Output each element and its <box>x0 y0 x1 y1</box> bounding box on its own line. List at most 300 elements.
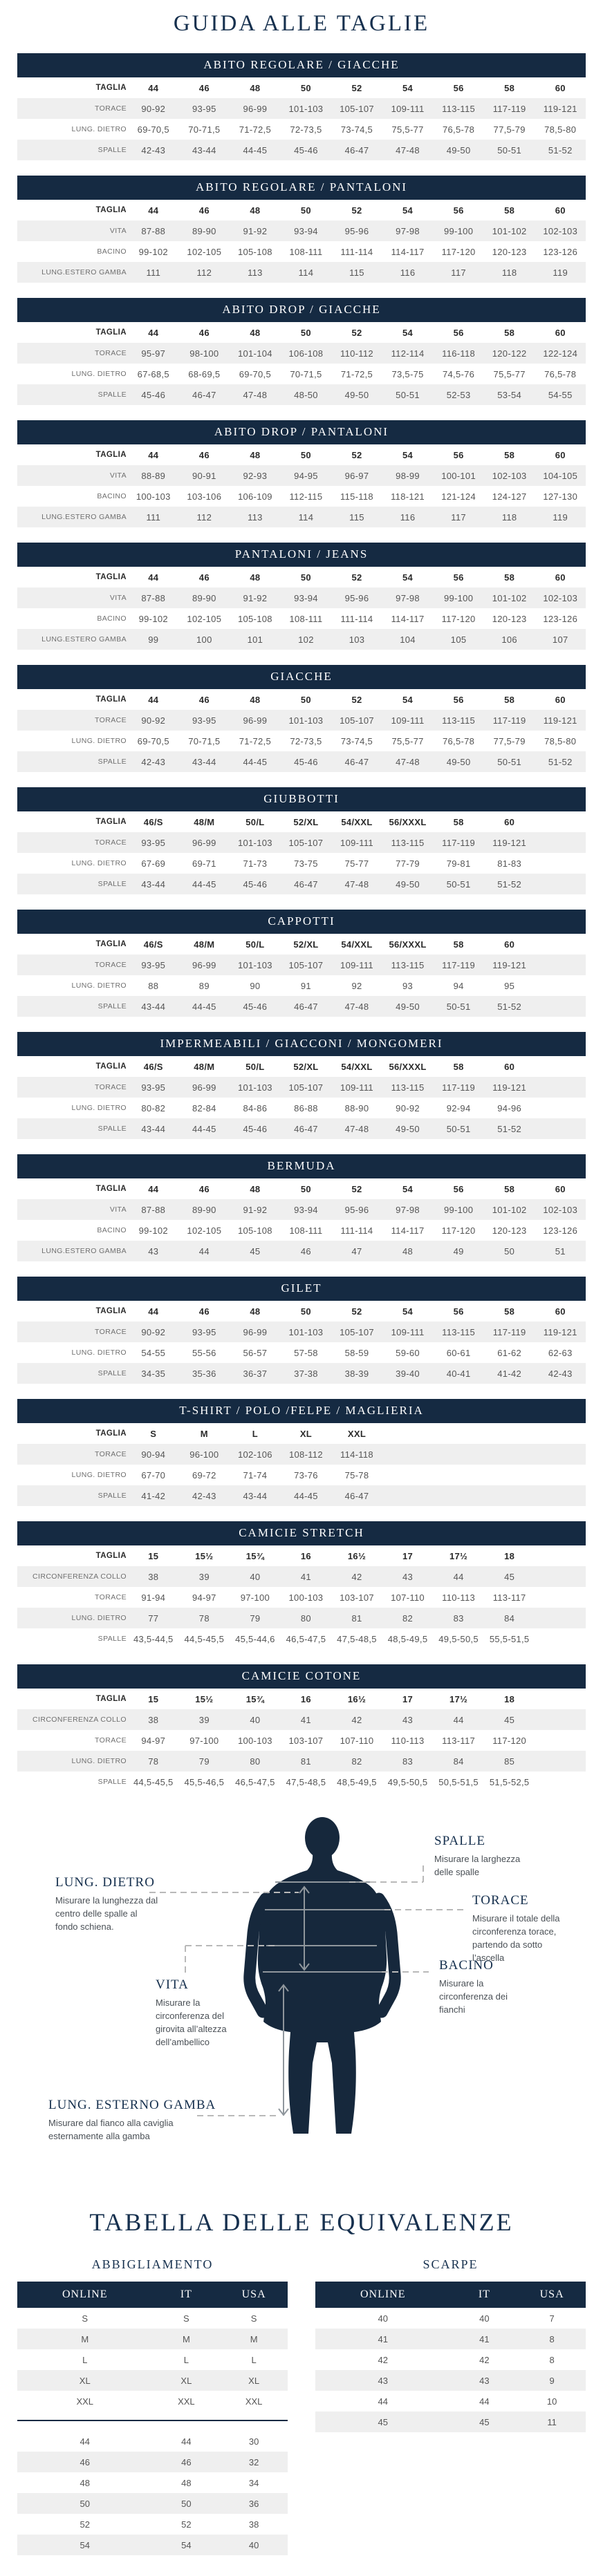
table-row <box>17 2472 288 2493</box>
table-cell: 94-95 <box>294 470 318 481</box>
table-cell: 50 <box>300 694 311 705</box>
table-cell: 15½ <box>195 1693 214 1704</box>
table-cell: 87-88 <box>141 1204 166 1215</box>
table-cell: 44-45 <box>192 878 216 890</box>
table-cell: 75-77 <box>344 858 369 869</box>
table-cell: S <box>250 2313 257 2324</box>
table-cell: 75,5-77 <box>391 124 424 135</box>
table-cell: 59-60 <box>396 1347 420 1358</box>
table-cell: 113-115 <box>391 837 425 848</box>
table-cell: 102-103 <box>492 470 527 481</box>
table-cell: 54 <box>402 327 414 338</box>
table-cell: 54 <box>402 449 414 460</box>
table-cell: 113-117 <box>492 1592 526 1603</box>
table-cell: 36 <box>248 2498 259 2509</box>
table-cell: 69-70,5 <box>239 368 271 379</box>
table-cell: 120-122 <box>492 348 527 359</box>
table-cell: 110-112 <box>340 348 373 359</box>
table-cell: 48 <box>181 2477 192 2488</box>
table-row <box>17 140 586 160</box>
table-cell: 56 <box>453 1183 464 1194</box>
table-cell: 51-52 <box>497 1001 522 1012</box>
table-cell: XXL <box>245 2396 263 2407</box>
table-cell: 100 <box>196 634 212 645</box>
table-cell: 51-52 <box>548 756 573 767</box>
table-cell: 56/XXXL <box>389 939 427 950</box>
row-label: TAGLIA <box>95 1307 127 1315</box>
table-cell: 48/M <box>194 1061 215 1072</box>
abbigliamento-letter-rows <box>17 2308 288 2412</box>
table-cell: 16½ <box>347 1550 367 1561</box>
table-cell: 108-111 <box>289 246 323 257</box>
table-cell: 34 <box>248 2477 259 2488</box>
table-cell: 60 <box>555 1183 566 1194</box>
table-cell: 105-107 <box>288 959 324 970</box>
table-cell: 43-44 <box>141 878 166 890</box>
size-table <box>17 910 586 1017</box>
table-cell: 44 <box>80 2436 90 2447</box>
table-cell: 118 <box>501 511 517 523</box>
table-row <box>315 2308 586 2329</box>
table-cell: 113-115 <box>391 959 425 970</box>
table-cell: 78,5-80 <box>544 735 577 746</box>
diagram-label-desc: Misurare dal fianco alla caviglia esternamente alla gamba <box>48 2118 174 2141</box>
table-cell: 80 <box>250 1756 261 1767</box>
table-cell: 58 <box>453 939 464 950</box>
table-row <box>17 1465 586 1485</box>
table-cell: 46-47 <box>344 144 369 156</box>
table-cell: 77-79 <box>396 858 420 869</box>
table-cell: 101 <box>247 634 263 645</box>
table-cell: 109-111 <box>391 103 425 114</box>
table-cell: 38-39 <box>344 1368 369 1379</box>
table-cell: 113-115 <box>442 103 476 114</box>
table-row <box>17 1098 586 1118</box>
table-cell: 87-88 <box>141 592 166 603</box>
table-cell: 117-119 <box>492 715 526 726</box>
table-cell: 118 <box>501 267 517 278</box>
table-cell: 9 <box>549 2375 555 2386</box>
table-cell: 123-126 <box>543 1225 578 1236</box>
table-row <box>17 1118 586 1139</box>
table-cell: 51-52 <box>497 878 522 890</box>
table-cell: 101-102 <box>492 225 527 236</box>
table-cell: 43 <box>402 1571 414 1582</box>
abbigliamento-label: ABBIGLIAMENTO <box>91 2257 214 2271</box>
diagram-label-title: VITA <box>156 1977 189 1992</box>
table-cell: 119-121 <box>543 715 577 726</box>
table-cell: 105-107 <box>288 837 324 848</box>
table-cell: 16 <box>300 1550 311 1561</box>
abbigliamento-table <box>17 2257 288 2555</box>
size-table-title: GIACCHE <box>17 665 586 689</box>
table-cell: 82 <box>351 1756 362 1767</box>
table-cell: 42 <box>479 2354 490 2365</box>
table-cell: 44-45 <box>192 1001 216 1012</box>
table-cell: 93-94 <box>294 225 318 236</box>
table-cell: L <box>183 2354 189 2365</box>
table-cell: 108-112 <box>289 1449 323 1460</box>
size-table-title: CAPPOTTI <box>17 910 586 934</box>
table-cell: 77,5-79 <box>493 124 526 135</box>
size-table-rows <box>17 1178 586 1261</box>
table-cell: 117 <box>451 267 466 278</box>
table-cell: 89-90 <box>192 225 216 236</box>
table-cell: 51-52 <box>548 144 573 156</box>
table-cell: M <box>250 2333 258 2344</box>
table-cell: 44 <box>148 327 159 338</box>
table-cell: 39 <box>198 1714 210 1725</box>
table-cell: 116 <box>400 267 416 278</box>
table-cell: 46/S <box>143 1061 163 1072</box>
table-cell: 117-120 <box>492 1735 527 1746</box>
table-cell: 42-43 <box>141 756 166 767</box>
table-row <box>17 200 586 220</box>
row-label: VITA <box>109 1205 127 1214</box>
size-table-rows <box>17 1301 586 1384</box>
table-cell: 52-53 <box>446 389 471 400</box>
row-label: TORACE <box>95 716 127 724</box>
table-cell: M <box>81 2333 89 2344</box>
table-row <box>315 2412 586 2432</box>
table-cell: 124-127 <box>492 491 527 502</box>
table-cell: 90-91 <box>192 470 216 481</box>
table-cell: 43 <box>148 1245 159 1257</box>
table-cell: 40 <box>248 2539 259 2550</box>
table-cell: 48 <box>250 327 261 338</box>
table-cell: 88-90 <box>344 1102 369 1113</box>
table-cell: 44 <box>181 2436 192 2447</box>
table-cell: 54-55 <box>141 1347 166 1358</box>
size-table <box>17 298 586 405</box>
table-row <box>17 444 586 465</box>
table-row <box>17 2349 288 2370</box>
table-cell: 50/L <box>245 816 265 827</box>
table-cell: 60-61 <box>446 1347 471 1358</box>
table-row <box>17 1241 586 1261</box>
table-row <box>17 853 586 874</box>
diagram-label-title: LUNG. DIETRO <box>55 1875 155 1890</box>
table-row <box>17 322 586 343</box>
diagram-label-title: LUNG. ESTERNO GAMBA <box>48 2098 216 2112</box>
table-cell: 58 <box>453 816 464 827</box>
size-table-title: PANTALONI / JEANS <box>17 543 586 567</box>
table-cell: 49-50 <box>446 756 471 767</box>
table-cell: 54 <box>402 1183 414 1194</box>
table-cell: 97-98 <box>396 225 420 236</box>
table-cell: XXL <box>347 1428 367 1439</box>
diagram-label-desc: Misurare il totale della circonferenza torace, partendo da sotto l’ascella <box>472 1913 560 1963</box>
table-cell: 41 <box>479 2333 490 2344</box>
diagram-label-lung-esterno-gamba <box>48 2098 216 2143</box>
table-cell: 90-92 <box>141 1326 166 1337</box>
table-cell: 55,5-51,5 <box>489 1633 530 1644</box>
row-label: SPALLE <box>98 758 127 766</box>
column-header: ONLINE <box>62 2288 108 2300</box>
table-row <box>17 1077 586 1098</box>
table-row <box>17 1423 586 1444</box>
size-table-title: IMPERMEABILI / GIACCONI / MONGOMERI <box>17 1032 586 1056</box>
table-cell: 54 <box>402 572 414 583</box>
table-cell: 109-111 <box>340 959 373 970</box>
table-row <box>17 832 586 853</box>
table-cell: 17 <box>402 1693 414 1704</box>
abbigliamento-header-row <box>17 2282 288 2308</box>
table-cell: 101-102 <box>492 592 527 603</box>
table-cell: 15¾ <box>245 1550 264 1561</box>
size-table-title: ABITO DROP / PANTALONI <box>17 420 586 444</box>
table-cell: 119-121 <box>543 103 577 114</box>
table-cell: 43-44 <box>192 144 216 156</box>
table-cell: 78 <box>148 1756 159 1767</box>
table-cell: 48 <box>250 82 261 93</box>
table-cell: 117-120 <box>441 613 476 624</box>
table-cell: 50-51 <box>446 878 471 890</box>
table-cell: 84-86 <box>243 1102 268 1113</box>
table-cell: 44 <box>148 1183 159 1194</box>
table-cell: 58 <box>504 694 515 705</box>
table-cell: 93 <box>402 980 414 991</box>
column-header: USA <box>539 2288 564 2300</box>
table-cell: 7 <box>549 2313 555 2324</box>
table-cell: 44 <box>148 694 159 705</box>
table-row <box>17 1444 586 1465</box>
table-cell: 94-97 <box>141 1735 166 1746</box>
table-cell: 76,5-78 <box>544 368 577 379</box>
row-label: TAGLIA <box>95 1695 127 1703</box>
table-cell: 91-92 <box>243 592 268 603</box>
table-row <box>17 119 586 140</box>
table-cell: 89-90 <box>192 1204 216 1215</box>
table-cell: 97-98 <box>396 592 420 603</box>
table-cell: 54 <box>80 2539 90 2550</box>
table-cell: 62-63 <box>548 1347 573 1358</box>
table-cell: 83 <box>402 1756 414 1767</box>
table-cell: 48 <box>250 449 261 460</box>
table-cell: 105-107 <box>340 1326 374 1337</box>
table-cell: 116-118 <box>442 348 476 359</box>
table-row <box>17 220 586 241</box>
table-cell: 50 <box>300 1183 311 1194</box>
table-cell: 112-115 <box>289 491 323 502</box>
table-row <box>17 934 586 955</box>
table-cell: 45,5-46,5 <box>184 1776 225 1787</box>
table-cell: 44 <box>148 572 159 583</box>
table-cell: 60 <box>555 1306 566 1317</box>
table-cell: 107-110 <box>340 1735 374 1746</box>
table-cell: 46 <box>300 1245 311 1257</box>
table-cell: 51,5-52,5 <box>489 1776 530 1787</box>
table-cell: 86-88 <box>294 1102 318 1113</box>
size-table <box>17 1032 586 1139</box>
row-label: TAGLIA <box>95 451 127 459</box>
table-row <box>315 2349 586 2370</box>
table-cell: 96-99 <box>243 1326 268 1337</box>
table-row <box>17 1301 586 1322</box>
row-label: TAGLIA <box>95 940 127 948</box>
row-label: TORACE <box>95 961 127 969</box>
table-cell: 97-100 <box>189 1735 219 1746</box>
size-table-title: BERMUDA <box>17 1154 586 1178</box>
size-table-rows <box>17 322 586 405</box>
table-row <box>17 343 586 364</box>
table-cell: 44-45 <box>192 1123 216 1134</box>
table-cell: 46-47 <box>294 1123 318 1134</box>
row-label: LUNG. DIETRO <box>71 1104 127 1112</box>
table-cell: 16½ <box>347 1693 367 1704</box>
table-cell: 111 <box>146 267 161 278</box>
row-label: CIRCONFERENZA COLLO <box>33 1572 127 1581</box>
table-cell: 88 <box>148 980 159 991</box>
table-row <box>17 241 586 262</box>
page-title: GUIDA ALLE TAGLIE <box>173 11 430 36</box>
table-cell: 101-103 <box>288 1326 324 1337</box>
table-cell: 45-46 <box>294 756 318 767</box>
table-cell: 52 <box>351 205 362 216</box>
table-cell: 99 <box>148 634 159 645</box>
equivalence-tables <box>17 2257 586 2576</box>
table-cell: 119 <box>553 511 568 523</box>
table-cell: 44 <box>453 1714 464 1725</box>
size-table <box>17 420 586 527</box>
table-cell: 88-89 <box>141 470 166 481</box>
size-table <box>17 176 586 283</box>
table-cell: 71-72,5 <box>239 735 271 746</box>
table-cell: 104 <box>400 634 416 645</box>
table-cell: 45-46 <box>141 389 166 400</box>
table-cell: 119-121 <box>492 837 527 848</box>
table-row <box>17 465 586 486</box>
table-cell: 38 <box>148 1714 159 1725</box>
table-cell: 109-111 <box>340 837 373 848</box>
table-cell: 102-105 <box>187 1225 222 1236</box>
table-row <box>17 1056 586 1077</box>
diagram-label-desc: Misurare la circonferenza dei fianchi <box>439 1978 508 2015</box>
table-cell: 55-56 <box>192 1347 216 1358</box>
table-cell: 50 <box>300 449 311 460</box>
diagram-label-torace <box>472 1893 569 1964</box>
table-cell: 113-115 <box>391 1082 425 1093</box>
table-cell: 42-43 <box>548 1368 573 1379</box>
table-cell: 106-109 <box>237 491 272 502</box>
table-cell: 70-71,5 <box>188 735 221 746</box>
table-cell: 107-110 <box>391 1592 425 1603</box>
row-label: LUNG.ESTERO GAMBA <box>41 513 127 521</box>
table-row <box>17 2514 288 2535</box>
table-cell: 49-50 <box>396 1001 420 1012</box>
diagram-label-title: BACINO <box>439 1958 494 1973</box>
table-cell: 45-46 <box>243 1123 268 1134</box>
table-row <box>315 2391 586 2412</box>
size-table-rows <box>17 200 586 283</box>
table-cell: 50-51 <box>396 389 420 400</box>
table-cell: 54 <box>402 205 414 216</box>
row-label: TORACE <box>95 1736 127 1745</box>
table-cell: 76,5-78 <box>443 735 475 746</box>
table-cell: 52 <box>351 572 362 583</box>
size-table <box>17 53 586 160</box>
table-row <box>17 975 586 996</box>
table-cell: 105-108 <box>237 246 272 257</box>
table-cell: 105-108 <box>237 1225 272 1236</box>
row-label: TAGLIA <box>95 1062 127 1071</box>
row-label: TAGLIA <box>95 206 127 214</box>
table-row <box>17 2452 288 2472</box>
table-cell: 50-51 <box>446 1123 471 1134</box>
table-cell: 46-47 <box>344 1490 369 1501</box>
table-cell: 112 <box>196 267 212 278</box>
size-tables <box>0 53 603 1792</box>
table-row <box>17 1608 586 1628</box>
size-table <box>17 1399 586 1506</box>
table-cell: 107 <box>552 634 568 645</box>
table-cell: 71-74 <box>243 1469 268 1480</box>
table-cell: 58 <box>504 449 515 460</box>
table-cell: XL <box>180 2375 192 2386</box>
table-cell: 116 <box>400 511 416 523</box>
row-label: SPALLE <box>98 1125 127 1133</box>
table-cell: 17½ <box>449 1550 468 1561</box>
table-cell: 94-96 <box>497 1102 522 1113</box>
table-cell: 113-117 <box>442 1735 476 1746</box>
table-cell: 67-69 <box>141 858 166 869</box>
table-cell: 56 <box>453 694 464 705</box>
table-cell: L <box>251 2354 257 2365</box>
row-label: LUNG. DIETRO <box>71 1348 127 1357</box>
table-cell: 99-102 <box>138 1225 168 1236</box>
table-cell: 58 <box>504 1183 515 1194</box>
row-label: SPALLE <box>98 1002 127 1010</box>
table-cell: 43,5-44,5 <box>133 1633 174 1644</box>
table-cell: 54 <box>402 82 414 93</box>
table-cell: 43-44 <box>141 1001 166 1012</box>
size-guide-page <box>0 11 603 2576</box>
table-cell: 36-37 <box>243 1368 268 1379</box>
table-row <box>17 77 586 98</box>
diagram-label-lung-dietro <box>55 1875 159 1934</box>
row-label: TORACE <box>95 1450 127 1458</box>
row-label: CIRCONFERENZA COLLO <box>33 1715 127 1724</box>
table-cell: 102-106 <box>237 1449 272 1460</box>
table-cell: 56 <box>453 205 464 216</box>
table-cell: 49-50 <box>344 389 369 400</box>
diagram-label-title: SPALLE <box>434 1834 485 1848</box>
row-label: TORACE <box>95 1593 127 1601</box>
table-cell: 71-72,5 <box>239 124 271 135</box>
diagram-label-spalle <box>434 1834 528 1879</box>
table-cell: 48/M <box>194 939 215 950</box>
table-cell: 120-123 <box>492 246 527 257</box>
table-cell: 60 <box>555 572 566 583</box>
table-cell: 44-45 <box>243 144 268 156</box>
row-label: BACINO <box>97 1226 127 1234</box>
row-label: VITA <box>109 227 127 235</box>
table-cell: M <box>200 1428 208 1439</box>
table-cell: 81-83 <box>497 858 522 869</box>
scarpe-table <box>315 2257 586 2432</box>
table-cell: 122-124 <box>543 348 578 359</box>
scarpe-label: SCARPE <box>423 2257 479 2271</box>
table-cell: 84 <box>453 1756 464 1767</box>
table-cell: 54/XXL <box>341 1061 373 1072</box>
size-table <box>17 543 586 650</box>
table-cell: 100-101 <box>441 470 476 481</box>
table-cell: 71-73 <box>243 858 268 869</box>
table-cell: 79 <box>250 1613 261 1624</box>
table-row <box>17 262 586 283</box>
table-cell: 89 <box>198 980 210 991</box>
table-cell: 89-90 <box>192 592 216 603</box>
